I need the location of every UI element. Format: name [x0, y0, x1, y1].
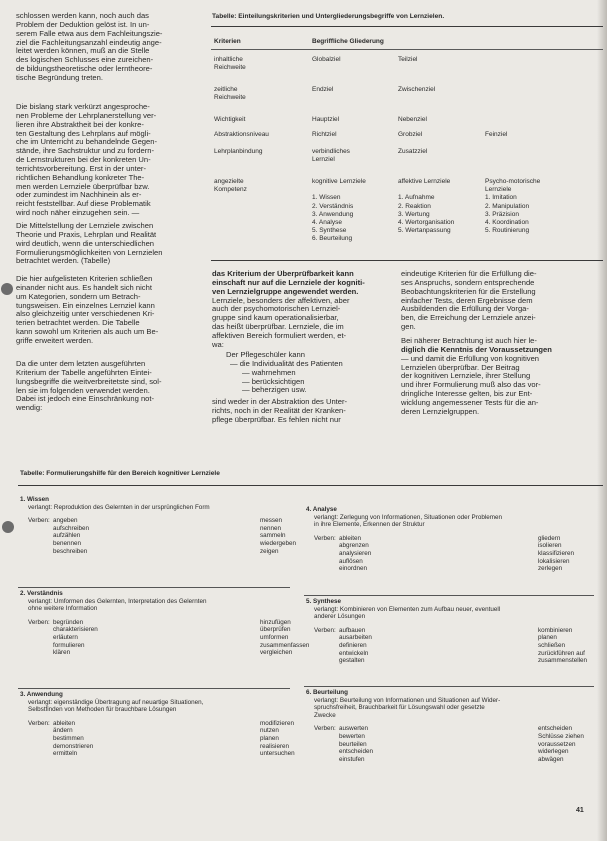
text-line: betrachtet werden. (Tabelle) — [16, 257, 111, 266]
text-line: oder zumindest im Nachhinein als er- — [16, 191, 142, 200]
verb: wiedergeben — [260, 539, 297, 547]
block-rule — [304, 686, 594, 687]
verbs-column — [260, 517, 296, 555]
verb: aufbauen — [339, 626, 366, 634]
verb: modifizieren — [260, 719, 294, 727]
text-line: gen. — [401, 323, 416, 332]
text-line: affektiven Bereich formuliert werden, et- — [212, 331, 347, 340]
text-line: um Kategorien, sondern um Betrach- — [16, 292, 141, 301]
table1-term — [485, 86, 487, 94]
table1-bottom-rule — [211, 260, 603, 261]
text-line: ten Gestaltung des Lehrplans auf mögli- — [16, 129, 151, 138]
text-line: terrichtsvorbereitung. Erst in der unter- — [16, 164, 146, 173]
verb: entscheiden — [538, 725, 572, 733]
term-line — [485, 86, 487, 94]
verb: einstufen — [339, 755, 365, 763]
text-line: ben, die Erreichung der Lernziele anzei- — [401, 314, 536, 323]
text-line: tische Begründung treten. — [16, 73, 103, 82]
table1-criterion — [214, 131, 269, 139]
text-line: reicht feststellbar. Auf diese Problematik — [16, 200, 151, 209]
text-line: Problem der Deduktion gelöst ist. In un- — [16, 20, 150, 29]
text-line: Lernzielen überprüfbar. Der Beitrag — [401, 363, 520, 372]
block-desc: in ihre Elemente, Erkennen der Struktur — [314, 521, 425, 529]
block-title: 5. Synthese — [306, 598, 341, 605]
left-paragraph — [16, 275, 206, 346]
block-desc: verlangt: Reproduktion des Gelernten in der ursprünglichen Form — [28, 503, 210, 511]
criterion-line: Lehrplanbindung — [214, 148, 263, 155]
table1-criterion — [214, 86, 246, 102]
text-line: — und damit die Erfüllung von kognitiven — [401, 354, 540, 363]
verb: sammeln — [260, 532, 286, 540]
table1-term — [398, 56, 418, 64]
verb: ausarbeiten — [339, 634, 372, 642]
verb: abwägen — [538, 755, 564, 763]
table1-term — [398, 86, 435, 94]
verb: entwickeln — [339, 649, 369, 657]
table1-term — [312, 116, 339, 124]
block-desc: ohne weitere Information — [28, 605, 98, 613]
term-line: Zusatzziel — [398, 148, 428, 155]
verb: angeben — [53, 517, 78, 525]
verb: vergleichen — [260, 649, 293, 657]
term-line — [485, 116, 487, 124]
term-line: 3. Wertung — [398, 210, 430, 218]
text-line: de Lernstrukturen bei der konkreten Un- — [16, 156, 151, 165]
verb: beschreiben — [53, 547, 88, 555]
criterion-line: Kompetenz — [214, 186, 247, 194]
term-line: Lernziel — [312, 156, 335, 164]
table1-term — [398, 178, 454, 235]
verb: zusammenstellen — [538, 657, 587, 665]
term-line: verbindliches — [312, 148, 350, 155]
verb: voraussetzen — [538, 740, 576, 748]
table1-term — [398, 116, 427, 124]
verb: widerlegen — [538, 748, 569, 756]
text-line: richtlichen Behandlung konkreter The- — [16, 173, 145, 182]
table1-criterion — [214, 148, 262, 156]
table2-block — [306, 689, 500, 719]
table1-criterion — [214, 178, 247, 194]
criterion-line: angezielte — [214, 178, 244, 185]
text-line: diglich die Kenntnis der Voraussetzungen — [401, 345, 552, 354]
verb: Schlüsse ziehen — [538, 732, 584, 740]
text-line: des logischen Schlusses eine zureichen- — [16, 56, 154, 65]
text-line: Theorie und Praxis, Lehrplan und Realität — [16, 230, 157, 239]
criterion-line: Reichweite — [214, 64, 246, 72]
text-line: gruppe sind kaum operationalisierbar, — [212, 314, 339, 323]
verb: klassifizieren — [538, 549, 575, 557]
verb: auflösen — [339, 557, 363, 565]
table2-caption: Tabelle: Formulierungshilfe für den Bereich kognitiver Lernziele — [20, 470, 220, 477]
text-line: Dabei ist jedoch eine Einschränkung not- — [16, 395, 155, 404]
verb: bestimmen — [53, 734, 84, 742]
text-line: Die hier aufgelisteten Kriterien schließen — [16, 275, 153, 283]
table1-term — [312, 131, 337, 139]
verb: begründen — [53, 618, 84, 626]
text-line: ziel die Fachleitungsanzahl eindeutig ange- — [16, 38, 162, 47]
text-line: stände, ihre Sachstruktur und zu fordern- — [16, 147, 155, 156]
verb: charakterisieren — [53, 626, 98, 634]
verbs-column — [339, 535, 371, 573]
text-line: das heißt überprüfbar. Lernziele, die im — [212, 323, 344, 332]
text-line: ven Lernzielgruppe angewendet werden. — [212, 287, 359, 296]
text-line: Lernziele, besonders der affektiven, aber — [212, 296, 350, 305]
text-line: schlossen werden kann, noch auch das — [16, 12, 149, 20]
table1-term — [485, 178, 540, 235]
verb: ermitteln — [53, 750, 78, 758]
table1-term — [312, 148, 350, 164]
verb: definieren — [339, 641, 367, 649]
verbs-column — [260, 619, 309, 657]
page-edge-shadow — [597, 0, 607, 841]
text-line: nen Probleme der Lehrplanerstellung ver- — [16, 111, 157, 120]
block-desc: verlangt: Beurteilung von Informationen und Situationen auf Wider- — [314, 696, 501, 704]
verbs-label: Verben: — [28, 719, 50, 727]
term-line — [485, 148, 487, 156]
term-line: 3. Anwendung — [312, 210, 354, 218]
block-title: 3. Anwendung — [20, 691, 63, 698]
term-line: 1. Imitation — [485, 194, 517, 202]
text-line: wa: — [212, 340, 224, 349]
term-line: Grobziel — [398, 131, 423, 138]
verb: demonstrieren — [53, 742, 94, 750]
term-line: 4. Wertorganisation — [398, 219, 455, 227]
text-line: tungsweisen. Ein einzelnes Lernziel kann — [16, 301, 155, 310]
block-desc: verlangt: Zerlegung von Informationen, Situationen oder Problemen — [314, 513, 502, 521]
text-line: men werden Lernziele überprüfbar bzw. — [16, 182, 150, 191]
term-line — [398, 186, 454, 194]
term-line: 4. Analyse — [312, 219, 342, 227]
text-line: Da die unter dem letzten ausgeführten — [16, 360, 146, 368]
text-line: deren Lernzielgruppen. — [401, 407, 480, 416]
verb: zurückführen auf — [538, 649, 585, 657]
left-paragraph — [16, 12, 206, 83]
verbs-label: Verben: — [28, 517, 50, 525]
text-line: Die Mittelstellung der Lernziele zwischen — [16, 222, 154, 230]
text-line: dringliche Interesse gelten, bis zur Ent- — [401, 390, 533, 399]
text-line: Die bislang stark verkürzt angesproche- — [16, 103, 150, 111]
term-line: kognitive Lernziele — [312, 178, 366, 185]
block-desc: spruchsfreiheit, Brauchbarkeit für Lösungswahl oder gesetzte — [314, 704, 485, 712]
text-line: — beherzigen usw. — [242, 386, 307, 395]
text-line: also gleichzeitig unter verschiedenen Kri- — [16, 310, 155, 319]
text-line: lungsbegriffe die weitverbreitetste sind, sol- — [16, 377, 162, 386]
left-paragraph — [16, 222, 206, 266]
punch-hole-bottom — [2, 521, 14, 533]
block-rule — [18, 688, 290, 689]
term-line: 5. Routinierung — [485, 227, 530, 235]
text-line: der kognitiven Lernziele, ihrer Stellung — [401, 372, 531, 381]
verbs-column — [538, 627, 587, 665]
term-line: Richtziel — [312, 131, 337, 138]
verb: ändern — [53, 727, 73, 735]
verb: untersuchen — [260, 750, 295, 758]
table1-term — [485, 131, 507, 139]
term-line: 2. Manipulation — [485, 202, 530, 210]
criterion-line: Abstraktionsniveau — [214, 131, 269, 138]
left-paragraph — [16, 360, 206, 413]
term-line: 6. Beurteilung — [312, 235, 353, 243]
verb: messen — [260, 517, 283, 525]
text-line: ses Anspruchs, sondern entsprechende — [401, 278, 535, 287]
verbs-column — [339, 725, 373, 763]
block-rule — [18, 587, 290, 588]
verb: benennen — [53, 539, 82, 547]
block-title: 1. Wissen — [20, 496, 49, 503]
term-line: affektive Lernziele — [398, 178, 451, 185]
table1-term — [312, 56, 341, 64]
example-list — [226, 351, 386, 395]
verb: planen — [538, 634, 557, 642]
mid-paragraph — [212, 398, 394, 425]
text-line: — wahrnehmen — [242, 368, 296, 377]
text-line: Formulierungsmöglichkeiten von Lernzielen — [16, 248, 163, 257]
text-line: wird deutlich, wenn die unterschiedlichen — [16, 239, 155, 248]
term-line: Globalziel — [312, 56, 341, 63]
verb: nutzen — [260, 727, 279, 735]
table1-term — [398, 131, 422, 139]
block-desc: anderer Lösungen — [314, 613, 366, 621]
text-line: Beobachtungskriterien für die Erstellung — [401, 287, 536, 296]
verb: aufzählen — [53, 532, 81, 540]
text-line: pflege überprüfbar. Es fehlen nicht nur — [212, 415, 341, 424]
verbs-label: Verben: — [314, 626, 336, 634]
term-line: 4. Koordination — [485, 219, 529, 227]
term-line: 5. Synthese — [312, 227, 347, 235]
text-line: lieren ihre Abstraktheit bei der konkre- — [16, 120, 144, 129]
table2-block — [20, 590, 207, 613]
verb: zerlegen — [538, 565, 563, 573]
term-line: Hauptziel — [312, 116, 340, 123]
block-desc: Selbstfinden von Methoden für brauchbare Lösungen — [28, 706, 177, 714]
term-line: Endziel — [312, 86, 334, 93]
table1-header-criteria: Kriterien — [214, 38, 241, 45]
text-line: leitet werden können, muß an die Stelle — [16, 47, 150, 56]
verbs-column — [53, 517, 89, 555]
verb: beurteilen — [339, 740, 367, 748]
page-number: 41 — [576, 807, 584, 814]
text-line: einschaft nur auf die Lernziele der kogniti- — [212, 278, 365, 287]
text-line: richts, noch in der Realität der Kranken- — [212, 406, 346, 415]
verb: nennen — [260, 524, 282, 532]
term-line: Psycho-motorische — [485, 178, 541, 185]
table1-term — [485, 56, 487, 64]
verbs-column — [339, 627, 372, 665]
criterion-line: inhaltliche — [214, 56, 243, 63]
text-line: serem Falle etwa aus dem Fachleitungszie- — [16, 29, 163, 38]
term-line — [312, 186, 366, 194]
text-line: das Kriterium der Überprüfbarkeit kann — [212, 270, 354, 278]
verb: auswerten — [339, 725, 369, 733]
verbs-label: Verben: — [314, 534, 336, 542]
verb: kombinieren — [538, 626, 573, 634]
verb: entscheiden — [339, 748, 373, 756]
text-line: einfacher Tests, deren Ergebnisse dem — [401, 296, 533, 305]
text-line: kann sowohl um Kriterien als auch um Be- — [16, 328, 159, 337]
text-line: griffe erweitert werden. — [16, 336, 94, 345]
verb: zusammenfassen — [260, 641, 310, 649]
text-line: terien betrachtet werden. Die Tabelle — [16, 319, 140, 328]
block-title: 6. Beurteilung — [306, 689, 348, 696]
verb: zeigen — [260, 547, 279, 555]
term-line: 2. Verständnis — [312, 202, 354, 210]
verb: formulieren — [53, 641, 85, 649]
verb: ableiten — [339, 534, 362, 542]
text-line: wendig: — [16, 404, 43, 413]
verb: schließen — [538, 641, 565, 649]
text-line: che im Unterricht zu behandelnde Gegen- — [16, 138, 157, 147]
term-line: 5. Wertanpassung — [398, 227, 451, 235]
block-desc: verlangt: Kombinieren von Elementen zum Aufbau neuer, eventuell — [314, 605, 501, 613]
verb: klären — [53, 649, 71, 657]
verbs-column — [538, 725, 584, 763]
verbs-column — [260, 720, 295, 758]
verbs-label: Verben: — [28, 618, 50, 626]
verbs-column — [538, 535, 574, 573]
term-line: 3. Präzision — [485, 210, 519, 218]
text-line: Kriterium der Tabelle angeführten Eintei- — [16, 368, 152, 377]
table2-top-rule — [18, 485, 603, 486]
criterion-line: Wichtigkeit — [214, 116, 246, 123]
text-line: auch der psychomotorischen Lernziel- — [212, 305, 341, 314]
text-line: — berücksichtigen — [242, 377, 305, 386]
table1-top-rule — [211, 26, 603, 27]
table1-term — [485, 148, 487, 156]
term-line: 1. Aufnahme — [398, 194, 435, 202]
block-title: 4. Analyse — [306, 506, 337, 513]
text-line: — die Individualität des Patienten — [230, 359, 343, 368]
verb: ableiten — [53, 719, 76, 727]
term-line: Lernziele — [485, 186, 512, 194]
verb: realisieren — [260, 742, 290, 750]
table2-block — [306, 506, 502, 529]
table2-block — [306, 598, 500, 621]
block-rule — [304, 595, 594, 596]
mid-paragraph — [401, 337, 591, 417]
verb: lokalisieren — [538, 557, 570, 565]
term-line: Teilziel — [398, 56, 418, 63]
text-line: Der Pflegeschüler kann — [226, 351, 305, 359]
verb: überprüfen — [260, 626, 291, 634]
verb: einordnen — [339, 565, 368, 573]
verb: analysieren — [339, 549, 372, 557]
table1-term — [485, 116, 487, 124]
table1-caption: Tabelle: Einteilungskriterien und Untergliederungsbegriffe von Lernzielen. — [212, 13, 445, 20]
table1-term — [312, 178, 366, 244]
mid-paragraph — [401, 270, 591, 332]
table1-header-rule — [211, 49, 603, 50]
text-line: sind weder in der Abstraktion des Unter- — [212, 398, 348, 406]
verbs-column — [53, 720, 93, 758]
block-title: 2. Verständnis — [20, 590, 63, 597]
verb: bewerten — [339, 732, 365, 740]
verb: gestalten — [339, 657, 365, 665]
text-line: len sie im folgenden verwendet werden. — [16, 386, 150, 395]
term-line: Feinziel — [485, 131, 508, 138]
block-desc: verlangt: Umformen des Gelernten, Interpretation des Gelernten — [28, 597, 207, 605]
term-line: Zwischenziel — [398, 86, 436, 93]
term-line: 2. Reaktion — [398, 202, 431, 210]
criterion-line: Reichweite — [214, 94, 246, 102]
verb: isolieren — [538, 542, 562, 550]
table1-header-classification: Begriffliche Gliederung — [312, 38, 384, 45]
verbs-column — [53, 619, 98, 657]
term-line — [485, 56, 487, 64]
term-line: 1. Wissen — [312, 194, 341, 202]
punch-hole-top — [1, 283, 13, 295]
verb: planen — [260, 734, 279, 742]
left-paragraph — [16, 103, 206, 218]
table1-term — [398, 148, 427, 156]
table1-criterion — [214, 56, 246, 72]
text-line: und ihrer Formulierung muß also das vor- — [401, 381, 541, 390]
text-line: eindeutige Kriterien für die Erfüllung die- — [401, 270, 537, 278]
block-desc: verlangt: eigenständige Übertragung auf neuartige Situationen, — [28, 698, 204, 706]
text-line: wird noch näher einzugehen sein. — — [16, 209, 140, 218]
table2-block — [20, 691, 203, 714]
table1-term — [312, 86, 333, 94]
verb: gliedern — [538, 534, 561, 542]
mid-paragraph — [212, 270, 394, 350]
verb: umformen — [260, 633, 289, 641]
verb: hinzufügen — [260, 618, 291, 626]
verbs-label: Verben: — [314, 725, 336, 733]
text-line: wicklung angemessener Tests für die an- — [401, 398, 539, 407]
block-desc: Zwecke — [314, 711, 336, 719]
verb: abgrenzen — [339, 542, 369, 550]
verb: aufschreiben — [53, 524, 90, 532]
table1-criterion — [214, 116, 245, 124]
criterion-line: zeitliche — [214, 86, 238, 93]
text-line: de bildungstheoretische oder lerntheore- — [16, 65, 153, 74]
text-line: Ausbildenden die Erfüllung der Vorga- — [401, 305, 529, 314]
verb: erläutern — [53, 633, 78, 641]
table2-block — [20, 496, 210, 511]
text-line: einander nicht aus. Es handelt sich nicht — [16, 283, 152, 292]
text-line: Bei näherer Betrachtung ist auch hier le- — [401, 337, 537, 345]
term-line: Nebenziel — [398, 116, 427, 123]
